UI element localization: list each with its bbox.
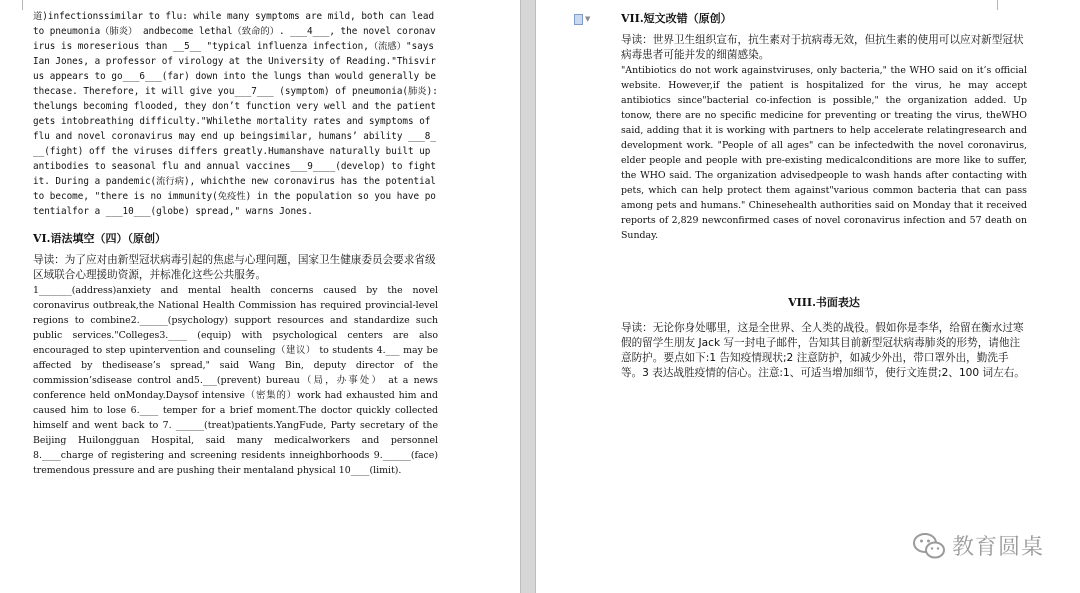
crop-mark [12,0,23,10]
document-icon [574,14,583,25]
section-7-body: "Antibiotics do not work againstviruses, only bacteria," the WHO said on it’s official website. However,if the patient is hospitalized for the virus, he may accept antibiotics since"bacterial co-infection is possible," the organization added. Up tonow, there are no specific medicine for preventing or treating the virus, theWHO said, adding that it is working with partners to help accelerate relatingresearch and development work. "People of all ages" can be infectedwith the novel coronavirus, elder people and people with pre-existing medicalconditions are more like to suffer, the WHO said. The organization advisedpeople to wash hands after contacting with pets, which can help protect them against"various common bacteria that can pass among pets and humans." Chinesehealth authorities said on Monday that it received reports of 2,829 newconfirmed cases of novel coronavirus infection and 57 death on Sunday. [621,65,1027,241]
document-page-right [536,0,1080,593]
section-7-heading: VII.短文改错（原创） [621,12,732,25]
section-6-heading: VI.语法填空（四）（原创） [33,232,167,245]
wechat-icon [912,532,946,560]
watermark-text: 教育圆桌 [951,535,1044,560]
document-page-left [0,0,520,593]
page-right-content [621,9,1027,381]
section-6-intro: 导读：为了应对由新型冠状病毒引起的焦虑与心理问题，国家卫生健康委员会要求省级区域联合心理援助资源，并标准化这些公共服务。 [33,254,436,281]
page-gutter [520,0,536,593]
document-options-icon[interactable] [574,12,596,26]
watermark [912,530,1044,561]
section-6-body: 1_______(address)anxiety and mental health concerns caused by the novel coronavirus outbreak,the National Health Commission has required provincial-level regions to combine2.______(psychology) support resources and standardize such public services."Colleges3.____ (equip) with psychological centers are also encouraged to step upintervention and counseling（建议） to students 4.___ may be affected by thedisease’s spread," said Wang Bin, deputy director of the commission’sdisease control and5.___(prevent) bureau（局，办事处） at a news conference held onMonday.Daysof intensive（密集的）work had exhausted him and caused him to lose 6.____ temper for a brief moment.The doctor quickly collected himself and went back to 7. ______(treat)patients.YangFude, Party secretary of the Beijing Huilongguan Hospital, said many medicalworkers and personnel 8.____charge of registering and screening residents inneighborhoods 9.______(face) tremendous pressure and are pushing their mentaland physical 10____(limit). [33,285,438,476]
section-8-heading: VIII.书面表达 [788,296,860,309]
section-8-intro: 导读：无论你身处哪里，这是全世界、全人类的战役。假如你是李华，给留在衡水过寒假的留学生朋友 Jack 写一封电子邮件，告知其目前新型冠状病毒肺炎的形势，请他注意防护。要点如下:1 告知疫情现状;2 注意防护，如减少外出，带口罩外出，勤洗手等。3 表达战胜疫情的信心。注意:1、可适当增加细节，使行文连贯;2、100 词左右。 [621,322,1025,379]
page-left-content [33,9,444,478]
chevron-down-icon: ▼ [585,15,591,23]
section-7-intro: 导读：世界卫生组织宣布，抗生素对于抗病毒无效，但抗生素的使用可以应对新型冠状病毒患者可能并发的细菌感染。 [621,34,1024,61]
reading-passage-top: 道)infectionssimilar to flu: while many symptoms are mild, both can lead to pneumonia（肺炎） andbecome lethal（致命的）. ___4___, the novel coronavirus is moreserious than __5__ "typical influenza infection,（流感）"says Ian Jones, a professor of virology at the University of Reading."Thisvirus appears to go___6___(far) down into the lungs than would generally be thecase. Therefore, it will give you___7___ (symptom) of pneumonia(肺炎): thelungs becoming flooded, they don’t function very well and the patient gets intobreathing difficulty."Whilethe mortality rates and symptoms of flu and novel coronavirus may end up beingsimilar, humans’ ability ___8___(fight) off the viruses differs greatly.Humanshave naturally built up antibodies to seasonal flu and annual vaccines___9____(develop) to fight it. During a pandemic(流行病), whichthe new coronavirus has the potential to become, "there is no immunity(免疫性) in the population so you have potentialfor a ___10___(globe) spread," warns Jones. [33,11,444,217]
